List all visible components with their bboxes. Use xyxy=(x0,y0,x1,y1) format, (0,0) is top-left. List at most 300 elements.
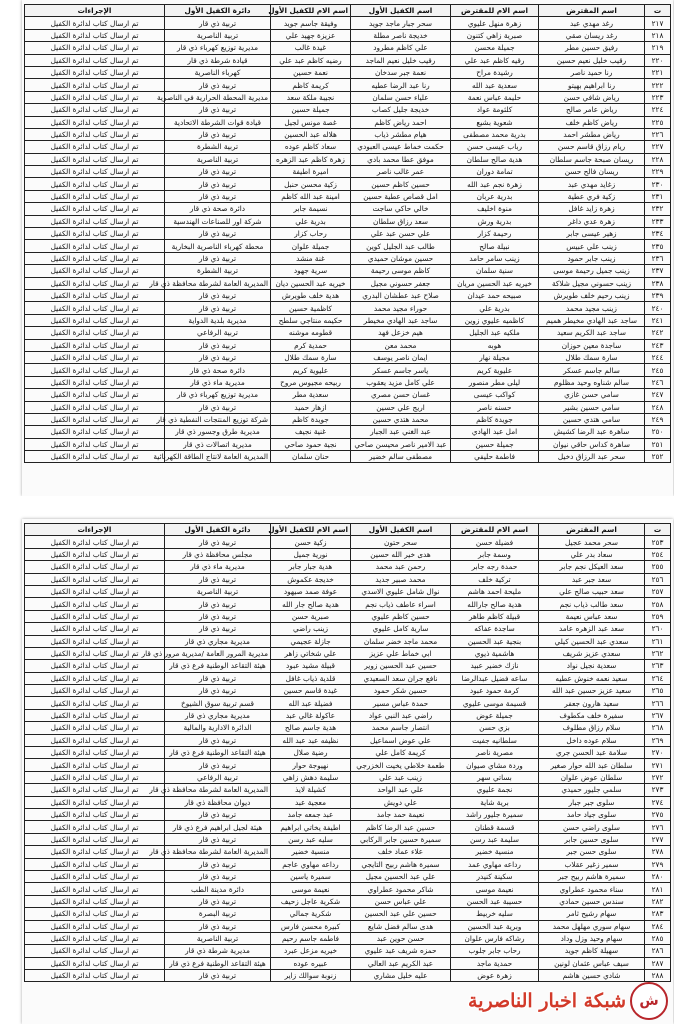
borrower-name-cell: زينب رحيم خلف طويرش xyxy=(539,289,645,301)
borrower-name-cell: زهرة زايد غافل xyxy=(539,203,645,215)
procedure-cell: تم ارسال كتاب لدائرة الكفيل xyxy=(25,339,165,351)
table-row xyxy=(25,376,671,388)
table-row xyxy=(25,920,671,932)
guarantor-mother-cell: سارة سمك طلال xyxy=(271,351,351,363)
serial-cell: ٢٨٠ xyxy=(645,870,671,882)
procedure-cell: تم ارسال كتاب لدائرة الكفيل xyxy=(25,883,165,895)
borrower-name-cell: زهرة عدي داغر xyxy=(539,215,645,227)
borrower-mother-cell: جميلة حسين xyxy=(451,438,539,450)
site-watermark xyxy=(468,982,668,1020)
table-row xyxy=(25,17,671,29)
serial-cell: ٢٧٦ xyxy=(645,821,671,833)
borrower-mother-cell: هدية صالح سلطان xyxy=(451,153,539,165)
serial-cell: ٢٤٣ xyxy=(645,339,671,351)
procedure-cell: تم ارسال كتاب لدائرة الكفيل xyxy=(25,327,165,339)
guarantor-department-cell: تربية ذي قار xyxy=(165,190,271,202)
borrower-name-cell: سفيرة خلف مكطوف xyxy=(539,709,645,721)
serial-cell: ٢٥٨ xyxy=(645,598,671,610)
table-row xyxy=(25,722,671,734)
table-row xyxy=(25,796,671,808)
guarantor-name-cell: حسين عبد الرضا كاظم xyxy=(351,821,451,833)
serial-cell: ٢٥٤ xyxy=(645,548,671,560)
guarantor-mother-cell: زكية محسن حنبل xyxy=(271,178,351,190)
procedure-cell: تم ارسال كتاب لدائرة الكفيل xyxy=(25,389,165,401)
borrower-mother-cell: نبيلة صالح xyxy=(451,240,539,252)
guarantor-mother-cell: كبيرة محسن فارس xyxy=(271,920,351,932)
table-row xyxy=(25,623,671,635)
borrower-name-cell: سلوى جبر جبار xyxy=(539,796,645,808)
guarantor-mother-cell: خيريه عبد الحسين ديان xyxy=(271,277,351,289)
guarantor-mother-cell: عبد جمعه جامد xyxy=(271,808,351,820)
guarantor-mother-cell: رضية صلال xyxy=(271,747,351,759)
guarantor-name-cell: كريمة كامل علي xyxy=(351,747,451,759)
borrower-name-cell: سالم جاسم عسكر xyxy=(539,364,645,376)
serial-cell: ٢٤٦ xyxy=(645,376,671,388)
table-row xyxy=(25,759,671,771)
borrower-mother-cell: كلثومة عواد xyxy=(451,104,539,116)
serial-cell: ٢٢٤ xyxy=(645,104,671,116)
borrower-name-cell: سلوى راضي حسن xyxy=(539,821,645,833)
borrower-mother-cell: زهرة عوض xyxy=(451,970,539,982)
guarantor-name-cell: حسين علي عبد الحسين xyxy=(351,908,451,920)
borrower-name-cell: رفيق حسين مطر xyxy=(539,42,645,54)
guarantor-mother-cell: نعمة حسين xyxy=(271,66,351,78)
header-borrower-name: اسم المقترض xyxy=(539,5,645,17)
procedure-cell: تم ارسال كتاب لدائرة الكفيل xyxy=(25,821,165,833)
borrower-mother-cell: وردة مشاي صيوان xyxy=(451,759,539,771)
guarantor-department-cell: تربية ذي قار xyxy=(165,178,271,190)
procedure-cell: تم ارسال كتاب لدائرة الكفيل xyxy=(25,833,165,845)
guarantor-department-cell: مديرية شرطة ذي قار xyxy=(165,945,271,957)
guarantor-mother-cell: عليوية كريم xyxy=(271,364,351,376)
header-procedures: الإجراءات xyxy=(25,5,165,17)
guarantor-department-cell: تربية ذي قار xyxy=(165,734,271,746)
borrower-mother-cell: رشيدة مراح xyxy=(451,66,539,78)
table-body-2 xyxy=(25,536,671,982)
guarantor-name-cell: حسين موشان حميدي xyxy=(351,252,451,264)
borrower-mother-cell: كواكب عيسى xyxy=(451,389,539,401)
table-row xyxy=(25,339,671,351)
borrower-mother-cell: رداعه مهاوي عمد xyxy=(451,858,539,870)
header-guarantor-name: اسم الكفيل الأول xyxy=(351,524,451,536)
borrower-mother-cell: بدرية عربان xyxy=(451,190,539,202)
header-guarantor-department: دائرة الكفيل الأول xyxy=(165,524,271,536)
guarantor-name-cell: عمر غالب ناصر xyxy=(351,166,451,178)
table-row xyxy=(25,166,671,178)
guarantor-mother-cell: نعيمة موسى xyxy=(271,883,351,895)
guarantor-name-cell: اسراء عاطف ذياب نجم xyxy=(351,598,451,610)
borrower-name-cell: سهام رشيح ثامر xyxy=(539,908,645,920)
table-row xyxy=(25,104,671,116)
borrower-mother-cell: سكينة كنيدر xyxy=(451,870,539,882)
procedure-cell: تم ارسال كتاب لدائرة الكفيل xyxy=(25,722,165,734)
borrower-name-cell: سندس حسين حمادي xyxy=(539,895,645,907)
guarantor-department-cell: تربية ذي قار xyxy=(165,610,271,622)
borrower-mother-cell: هدية صالح جارالله xyxy=(451,598,539,610)
guarantor-department-cell: تربية ذي قار xyxy=(165,302,271,314)
guarantor-department-cell: دائرة صحة ذي قار xyxy=(165,203,271,215)
borrower-name-cell: سامي هتدي حسين xyxy=(539,413,645,425)
table-row xyxy=(25,141,671,153)
borrower-mother-cell: ملكيه عبد الجليل xyxy=(451,327,539,339)
table-row xyxy=(25,709,671,721)
borrower-name-cell: ساجد عبد الكريم سعيد xyxy=(539,327,645,339)
guarantor-mother-cell: معجية عبد xyxy=(271,796,351,808)
site-logo-icon: ش xyxy=(630,982,668,1020)
guarantor-mother-cell: منسية خضير xyxy=(271,846,351,858)
borrower-name-cell: سعد جبر عبد xyxy=(539,573,645,585)
guarantor-mother-cell: سليه عبد رسن xyxy=(271,833,351,845)
guarantor-mother-cell: وفيقة جاسم جويد xyxy=(271,17,351,29)
guarantor-mother-cell: زنوبة سوالك زاير xyxy=(271,970,351,982)
serial-cell: ٢٨١ xyxy=(645,883,671,895)
borrower-mother-cell: حسنه ناصر xyxy=(451,401,539,413)
guarantor-department-cell: قيادة قوات الشرطة الاتحادية xyxy=(165,116,271,128)
borrower-name-cell: ساجد عبد الهادي مخيطر هميم xyxy=(539,314,645,326)
borrower-mother-cell: سعدية عبد الله xyxy=(451,79,539,91)
borrower-name-cell: سلوى حسين جابر xyxy=(539,833,645,845)
table-row xyxy=(25,846,671,858)
guarantor-mother-cell: جازلة عجيمي xyxy=(271,635,351,647)
guarantor-name-cell: حسين شكر حمود xyxy=(351,685,451,697)
procedure-cell: تم ارسال كتاب لدائرة الكفيل xyxy=(25,116,165,128)
borrower-name-cell: ساجدة معين حوزان xyxy=(539,339,645,351)
table-row xyxy=(25,289,671,301)
serial-cell: ٢٢٠ xyxy=(645,54,671,66)
guarantor-mother-cell: جميلة حسين xyxy=(271,104,351,116)
procedure-cell: تم ارسال كتاب لدائرة الكفيل xyxy=(25,970,165,982)
serial-cell: ٢٦١ xyxy=(645,635,671,647)
guarantor-department-cell: تربية ذي قار xyxy=(165,920,271,932)
guarantor-department-cell: مديرية طرق وجسور ذي قار xyxy=(165,426,271,438)
procedure-cell: تم ارسال كتاب لدائرة الكفيل xyxy=(25,128,165,140)
guarantor-department-cell: تربية ذي قار xyxy=(165,351,271,363)
procedure-cell: تم ارسال كتاب لدائرة الكفيل xyxy=(25,759,165,771)
borrower-mother-cell: سلطانيه جفيت xyxy=(451,734,539,746)
guarantor-mother-cell: زكية حسن xyxy=(271,536,351,548)
guarantor-mother-cell: سميرة ياسين xyxy=(271,870,351,882)
procedure-cell: تم ارسال كتاب لدائرة الكفيل xyxy=(25,598,165,610)
guarantor-name-cell: نعيمة حمد جامد xyxy=(351,808,451,820)
serial-cell: ٢١٧ xyxy=(645,17,671,29)
borrower-name-cell: سلمي جليور حميدي xyxy=(539,784,645,796)
guarantor-mother-cell: غيدة غالب xyxy=(271,42,351,54)
guarantor-department-cell: قسم تربية سوق الشيوخ xyxy=(165,697,271,709)
procedure-cell: تم ارسال كتاب لدائرة الكفيل xyxy=(25,351,165,363)
procedure-cell: تم ارسال كتاب لدائرة الكفيل xyxy=(25,796,165,808)
borrower-name-cell: رقيب خليل نعيم حسين xyxy=(539,54,645,66)
serial-cell: ٢٧٨ xyxy=(645,846,671,858)
borrower-name-cell: رياض مطشر احمد xyxy=(539,128,645,140)
serial-cell: ٢٨٧ xyxy=(645,957,671,969)
guarantor-name-cell: محمد ماجد خضر سلمان xyxy=(351,635,451,647)
guarantor-department-cell: تربية الناصرية xyxy=(165,585,271,597)
borrower-name-cell: سعيد هارون جعفر xyxy=(539,697,645,709)
guarantor-department-cell: هيئة التقاعد الوطنية فرع ذي قار xyxy=(165,957,271,969)
guarantor-name-cell: سميرة حسين جابر الركابي xyxy=(351,833,451,845)
guarantor-department-cell: تربية الناصرية xyxy=(165,153,271,165)
borrower-name-cell: ريسان فالح حسن xyxy=(539,166,645,178)
procedure-cell: تم ارسال كتاب لدائرة الكفيل xyxy=(25,265,165,277)
guarantor-department-cell: قيادة شرطة ذي قار xyxy=(165,54,271,66)
guarantor-department-cell: تربية الرفاعي xyxy=(165,771,271,783)
guarantor-name-cell: عبد الامير ناصر محيسن صاحي xyxy=(351,438,451,450)
procedure-cell: تم ارسال كتاب لدائرة الكفيل xyxy=(25,920,165,932)
guarantor-name-cell: حسن حوين عبد xyxy=(351,932,451,944)
borrower-name-cell: سناء محمود عطراوي xyxy=(539,883,645,895)
table-row xyxy=(25,561,671,573)
guarantor-mother-cell: سليمة دهش زاهي xyxy=(271,771,351,783)
table-row xyxy=(25,203,671,215)
table-row xyxy=(25,833,671,845)
procedure-cell: تم ارسال كتاب لدائرة الكفيل xyxy=(25,302,165,314)
table-row xyxy=(25,351,671,363)
serial-cell: ٢٤٧ xyxy=(645,389,671,401)
guarantor-name-cell: طعمة خلاطي يخيت الخزرجي xyxy=(351,759,451,771)
borrower-mother-cell: بنجية عبد الحسين xyxy=(451,635,539,647)
table-row xyxy=(25,895,671,907)
guarantor-table-1 xyxy=(24,4,671,463)
guarantor-name-cell: سميرة هاشم ربيح التايجي xyxy=(351,858,451,870)
serial-cell: ٢١٩ xyxy=(645,42,671,54)
table-row xyxy=(25,265,671,277)
borrower-name-cell: ريام رزاق قاسم حسن xyxy=(539,141,645,153)
borrower-name-cell: سحر عبد الرزاق دخيل xyxy=(539,451,645,463)
serial-cell: ٢٦٣ xyxy=(645,660,671,672)
borrower-mother-cell: زهرة منهل عليوي xyxy=(451,17,539,29)
table-row xyxy=(25,771,671,783)
procedure-cell: تم ارسال كتاب لدائرة الكفيل xyxy=(25,623,165,635)
serial-cell: ٢٥٥ xyxy=(645,561,671,573)
procedure-cell: تم ارسال كتاب لدائرة الكفيل xyxy=(25,190,165,202)
guarantor-department-cell: تربية ذي قار xyxy=(165,685,271,697)
procedure-cell: تم ارسال كتاب لدائرة الكفيل xyxy=(25,870,165,882)
procedure-cell: تم ارسال كتاب لدائرة الكفيل xyxy=(25,945,165,957)
borrower-name-cell: رغد ريسان صقي xyxy=(539,29,645,41)
serial-cell: ٢٤١ xyxy=(645,314,671,326)
header-guarantor-name: اسم الكفيل الأول xyxy=(351,5,451,17)
guarantor-department-cell: تربية ذي قار xyxy=(165,870,271,882)
guarantor-department-cell: دائرة صحة ذي قار xyxy=(165,364,271,376)
guarantor-mother-cell: زينب راضي xyxy=(271,623,351,635)
borrower-mother-cell: كرمة حمود عبود xyxy=(451,685,539,697)
serial-cell: ٢٣٨ xyxy=(645,277,671,289)
borrower-mother-cell: سليه خربيط xyxy=(451,908,539,920)
table-row xyxy=(25,389,671,401)
guarantor-mother-cell: قبيلة مشيد عبود xyxy=(271,660,351,672)
serial-cell: ٢٦٢ xyxy=(645,647,671,659)
procedure-cell: تم ارسال كتاب لدائرة الكفيل xyxy=(25,277,165,289)
guarantor-department-cell: دائرة مدينة الطب xyxy=(165,883,271,895)
procedure-cell: تم ارسال كتاب لدائرة الكفيل xyxy=(25,771,165,783)
serial-cell: ٢٧٩ xyxy=(645,858,671,870)
serial-cell: ٢٧٥ xyxy=(645,808,671,820)
guarantor-table-2 xyxy=(24,523,671,982)
guarantor-mother-cell: هدية خلف طويرش xyxy=(271,289,351,301)
guarantor-name-cell: احمد رياض كاظم xyxy=(351,116,451,128)
guarantor-name-cell: طالب عبد الجليل كوين xyxy=(351,240,451,252)
guarantor-department-cell: تربية البصرة xyxy=(165,908,271,920)
procedure-cell: تم ارسال كتاب لدائرة الكفيل xyxy=(25,289,165,301)
guarantor-name-cell: هدى خير الله حسين xyxy=(351,548,451,560)
serial-cell: ٢٤٥ xyxy=(645,364,671,376)
header-guarantor-department: دائرة الكفيل الأول xyxy=(165,5,271,17)
guarantor-name-cell: ايمان ناصر يوسف xyxy=(351,351,451,363)
serial-cell: ٢٢٩ xyxy=(645,166,671,178)
borrower-name-cell: سعيد نعمه خنوش عطيه xyxy=(539,672,645,684)
procedure-cell: تم ارسال كتاب لدائرة الكفيل xyxy=(25,401,165,413)
guarantor-name-cell: هيم خزعل فهد xyxy=(351,327,451,339)
procedure-cell: تم ارسال كتاب لدائرة الكفيل xyxy=(25,141,165,153)
guarantor-department-cell: تربية ذي قار xyxy=(165,833,271,845)
guarantor-department-cell: المديرية العامة لشرطة محافظة ذي قار xyxy=(165,846,271,858)
guarantor-name-cell: محمد معن xyxy=(351,339,451,351)
borrower-name-cell: سحر محمد عجيل xyxy=(539,536,645,548)
table-row xyxy=(25,79,671,91)
table-row xyxy=(25,870,671,882)
borrower-mother-cell: ليلى مطر منصور xyxy=(451,376,539,388)
procedure-cell: تم ارسال كتاب لدائرة الكفيل xyxy=(25,215,165,227)
borrower-name-cell: سهام سوري مهلهل محمد xyxy=(539,920,645,932)
guarantor-name-cell: خديجة جليل كصاب xyxy=(351,104,451,116)
borrower-mother-cell: صبيحه حمد عيدان xyxy=(451,289,539,301)
guarantor-name-cell: علاء عماد خلف xyxy=(351,846,451,858)
guarantor-mother-cell: نجيبة ملكة سعد xyxy=(271,91,351,103)
guarantor-name-cell: رحمن عبد محمد xyxy=(351,561,451,573)
guarantor-department-cell: شركة توزيع المنتجات النفطية ذي قار xyxy=(165,413,271,425)
borrower-mother-cell: وبرية عبد الحسين xyxy=(451,920,539,932)
guarantor-department-cell: مديرية المحطة الحرارية في الناصرية xyxy=(165,91,271,103)
guarantor-mother-cell: عوفة صمد صيهود xyxy=(271,585,351,597)
guarantor-mother-cell: عبيره عوده xyxy=(271,957,351,969)
borrower-mother-cell: مجيلة نهار xyxy=(451,351,539,363)
guarantor-mother-cell: كشيلة لايذ xyxy=(271,784,351,796)
header-borrower-mother: اسم الام للمقترض xyxy=(451,524,539,536)
guarantor-department-cell: تربية ذي قار xyxy=(165,970,271,982)
guarantor-mother-cell: صبرية حسن xyxy=(271,610,351,622)
guarantor-mother-cell: بدرية علي xyxy=(271,215,351,227)
table-row xyxy=(25,784,671,796)
guarantor-mother-cell: حمدية كرم xyxy=(271,339,351,351)
procedure-cell: تم ارسال كتاب لدائرة الكفيل xyxy=(25,91,165,103)
table-row xyxy=(25,314,671,326)
guarantor-department-cell: تربية الرفاعي xyxy=(165,327,271,339)
guarantor-department-cell: مديرية توزيع كهرباء ذي قار xyxy=(165,42,271,54)
guarantor-department-cell: تربية ذي قار xyxy=(165,104,271,116)
borrower-mother-cell: رحاب جابر جلوب xyxy=(451,945,539,957)
guarantor-name-cell: ياسر جاسم عسكر xyxy=(351,364,451,376)
guarantor-mother-cell: نسيمة جابر xyxy=(271,203,351,215)
page-gap xyxy=(0,496,674,519)
procedure-cell: تم ارسال كتاب لدائرة الكفيل xyxy=(25,610,165,622)
serial-cell: ٢٨٨ xyxy=(645,970,671,982)
table-row xyxy=(25,364,671,376)
table-row xyxy=(25,66,671,78)
guarantor-name-cell: حوراء مجيد محمد xyxy=(351,302,451,314)
serial-cell: ٢٨٢ xyxy=(645,895,671,907)
guarantor-name-cell: حمزه شريف عبد عليوي xyxy=(351,945,451,957)
guarantor-department-cell: كهرباء الناصرية xyxy=(165,66,271,78)
borrower-name-cell: زينب جابر حمود xyxy=(539,252,645,264)
guarantor-mother-cell: نهيوجة حوار xyxy=(271,759,351,771)
procedure-cell: تم ارسال كتاب لدائرة الكفيل xyxy=(25,585,165,597)
borrower-mother-cell: شعوية بشيع xyxy=(451,116,539,128)
header-serial: ت xyxy=(645,5,671,17)
table-row xyxy=(25,426,671,438)
guarantor-department-cell: مديرية ماء ذي قار xyxy=(165,376,271,388)
table-row xyxy=(25,277,671,289)
procedure-cell: تم ارسال كتاب لدائرة الكفيل xyxy=(25,808,165,820)
table-row xyxy=(25,548,671,560)
serial-cell: ٢٧٤ xyxy=(645,796,671,808)
guarantor-mother-cell: هلاله عبد الحسين xyxy=(271,128,351,140)
borrower-mother-cell: عليوية كريم xyxy=(451,364,539,376)
serial-cell: ٢٧١ xyxy=(645,759,671,771)
serial-cell: ٢٢٦ xyxy=(645,128,671,140)
borrower-name-cell: ريسان صبحة جاسم سلطان xyxy=(539,153,645,165)
procedure-cell: تم ارسال كتاب لدائرة الكفيل xyxy=(25,895,165,907)
procedure-cell: تم ارسال كتاب لدائرة الكفيل xyxy=(25,153,165,165)
guarantor-mother-cell: اميرة اطيفة xyxy=(271,166,351,178)
procedure-cell: تم ارسال كتاب لدائرة الكفيل xyxy=(25,635,165,647)
serial-cell: ٢٢٣ xyxy=(645,91,671,103)
table-row xyxy=(25,413,671,425)
procedure-cell: تم ارسال كتاب لدائرة الكفيل xyxy=(25,672,165,684)
serial-cell: ٢٦٠ xyxy=(645,623,671,635)
procedure-cell: تم ارسال كتاب لدائرة الكفيل xyxy=(25,697,165,709)
table-row xyxy=(25,585,671,597)
procedure-cell: تم ارسال كتاب لدائرة الكفيل xyxy=(25,314,165,326)
borrower-mother-cell: بدرية علي xyxy=(451,302,539,314)
guarantor-name-cell: سحر حتون xyxy=(351,536,451,548)
borrower-name-cell: سعد العيكل نجم جابر xyxy=(539,561,645,573)
table-row xyxy=(25,153,671,165)
table-body-1 xyxy=(25,17,671,463)
guarantor-department-cell: تربية الناصرية xyxy=(165,932,271,944)
borrower-mother-cell: سميرة جليور راشد xyxy=(451,808,539,820)
guarantor-department-cell: تربية ذي قار xyxy=(165,623,271,635)
borrower-mother-cell: حسيبة عبد الحسن xyxy=(451,895,539,907)
serial-cell: ٢٥٠ xyxy=(645,426,671,438)
guarantor-name-cell: امل قصاص عطية حسين xyxy=(351,190,451,202)
table-row xyxy=(25,536,671,548)
borrower-name-cell: زغايد مهدي عبد xyxy=(539,178,645,190)
procedure-cell: تم ارسال كتاب لدائرة الكفيل xyxy=(25,42,165,54)
table-row xyxy=(25,808,671,820)
guarantor-name-cell: حكمت خماط عيسى العبودي xyxy=(351,141,451,153)
guarantor-department-cell: تربية ذي قار xyxy=(165,858,271,870)
procedure-cell: تم ارسال كتاب لدائرة الكفيل xyxy=(25,784,165,796)
header-procedures: الإجراءات xyxy=(25,524,165,536)
borrower-name-cell: ساهرة كداس حاقي نيوان xyxy=(539,438,645,450)
borrower-mother-cell: رباب عيسى حسن xyxy=(451,141,539,153)
procedure-cell: تم ارسال كتاب لدائرة الكفيل xyxy=(25,846,165,858)
borrower-mother-cell: كاظميه عليوي زوين xyxy=(451,314,539,326)
procedure-cell: تم ارسال كتاب لدائرة الكفيل xyxy=(25,66,165,78)
borrower-name-cell: سلام رزاق مطلوف xyxy=(539,722,645,734)
borrower-mother-cell: خيريه عبد الحسين مريان xyxy=(451,277,539,289)
table-row xyxy=(25,215,671,227)
table-row xyxy=(25,228,671,240)
borrower-mother-cell: نعيمة موسى xyxy=(451,883,539,895)
procedure-cell: تم ارسال كتاب لدائرة الكفيل xyxy=(25,548,165,560)
table-row xyxy=(25,747,671,759)
serial-cell: ٢٥٦ xyxy=(645,573,671,585)
procedure-cell: تم ارسال كتاب لدائرة الكفيل xyxy=(25,376,165,388)
guarantor-name-cell: انتصار جاسم محمد xyxy=(351,722,451,734)
guarantor-name-cell: كاظم موسى رحيمة xyxy=(351,265,451,277)
procedure-cell: تم ارسال كتاب لدائرة الكفيل xyxy=(25,709,165,721)
